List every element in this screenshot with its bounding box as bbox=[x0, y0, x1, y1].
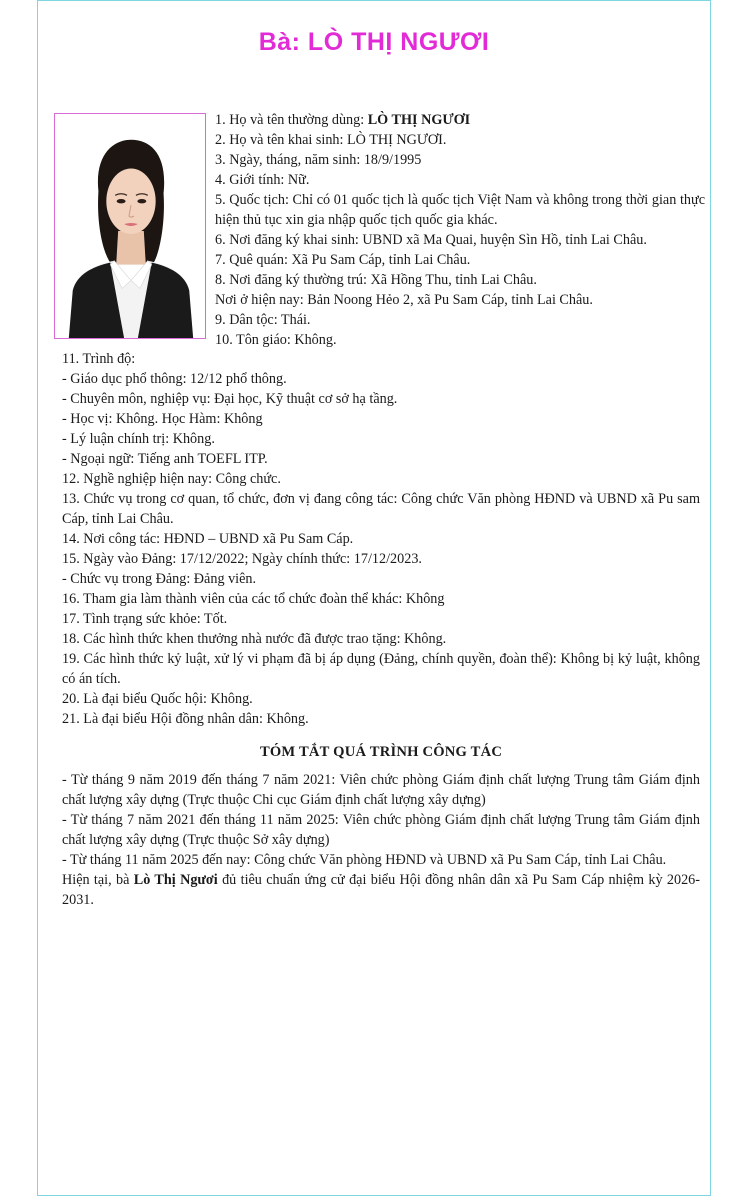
work-summary-item-1: - Từ tháng 9 năm 2019 đến tháng 7 năm 2021: Viên chức phòng Giám định chất lượng Trung tâm Giám định chất lượng xây dựng (Trực thuộc Chi cục Giám định chất lượng xây dựng) bbox=[62, 772, 700, 808]
work-summary-heading: TÓM TẮT QUÁ TRÌNH CÔNG TÁC bbox=[259, 744, 503, 760]
info-line-8b: Nơi ở hiện nay: Bản Noong Hẻo 2, xã Pu Sam Cáp, tỉnh Lai Châu. bbox=[215, 292, 593, 308]
detail-13: 13. Chức vụ trong cơ quan, tổ chức, đơn vị đang công tác: Công chức Văn phòng HĐND và UBND xã Pu sam Cáp, tỉnh Lai Châu. bbox=[62, 491, 700, 527]
personal-info bbox=[215, 110, 705, 350]
info-line-7: 7. Quê quán: Xã Pu Sam Cáp, tỉnh Lai Châu. bbox=[215, 252, 471, 268]
detail-20: 20. Là đại biểu Quốc hội: Không. bbox=[62, 691, 253, 707]
detail-11e: - Ngoại ngữ: Tiếng anh TOEFL ITP. bbox=[62, 451, 268, 467]
detail-19: 19. Các hình thức kỷ luật, xử lý vi phạm đã bị áp dụng (Đảng, chính quyền, đoàn thể): Không bị kỷ luật, không có án tích. bbox=[62, 651, 700, 687]
detail-11a: - Giáo dục phổ thông: 12/12 phổ thông. bbox=[62, 371, 287, 387]
info-line-1-name: LÒ THỊ NGƯƠI bbox=[367, 112, 471, 128]
conclusion-suffix: đủ tiêu chuẩn ứng cử đại biểu Hội đồng nhân dân xã Pu Sam Cáp nhiệm kỳ 2026-2031. bbox=[62, 872, 700, 908]
info-line-1-label: 1. Họ và tên thường dùng: bbox=[215, 112, 368, 128]
detail-16: 16. Tham gia làm thành viên của các tổ chức đoàn thể khác: Không bbox=[62, 591, 445, 607]
info-line-5: 5. Quốc tịch: Chỉ có 01 quốc tịch là quốc tịch Việt Nam và không trong thời gian thực hiện thủ tục xin gia nhập quốc tịch quốc gia khác. bbox=[215, 192, 705, 228]
details-section bbox=[62, 349, 700, 910]
detail-21: 21. Là đại biểu Hội đồng nhân dân: Không. bbox=[62, 711, 309, 727]
conclusion-name: Lò Thị Ngươi bbox=[133, 872, 218, 888]
info-line-2: 2. Họ và tên khai sinh: LÒ THỊ NGƯƠI. bbox=[215, 132, 447, 148]
info-line-10: 10. Tôn giáo: Không. bbox=[215, 332, 337, 348]
conclusion-prefix: Hiện tại, bà bbox=[62, 872, 134, 888]
info-line-1 bbox=[215, 110, 705, 130]
detail-18: 18. Các hình thức khen thưởng nhà nước đã được trao tặng: Không. bbox=[62, 631, 447, 647]
info-line-3: 3. Ngày, tháng, năm sinh: 18/9/1995 bbox=[215, 152, 422, 168]
info-line-9: 9. Dân tộc: Thái. bbox=[215, 312, 311, 328]
work-summary-item-3: - Từ tháng 11 năm 2025 đến nay: Công chức Văn phòng HĐND và UBND xã Pu Sam Cáp, tỉnh Lai Châu. bbox=[62, 852, 667, 868]
detail-11: 11. Trình độ: bbox=[62, 351, 136, 367]
info-line-4: 4. Giới tính: Nữ. bbox=[215, 172, 310, 188]
candidate-conclusion bbox=[62, 870, 700, 910]
detail-11b: - Chuyên môn, nghiệp vụ: Đại học, Kỹ thuật cơ sở hạ tầng. bbox=[62, 391, 398, 407]
portrait-photo bbox=[54, 113, 206, 339]
info-line-6: 6. Nơi đăng ký khai sinh: UBND xã Ma Quai, huyện Sìn Hồ, tỉnh Lai Châu. bbox=[215, 232, 647, 248]
detail-14: 14. Nơi công tác: HĐND – UBND xã Pu Sam Cáp. bbox=[62, 531, 354, 547]
detail-15b: - Chức vụ trong Đảng: Đảng viên. bbox=[62, 571, 257, 587]
detail-15: 15. Ngày vào Đảng: 17/12/2022; Ngày chính thức: 17/12/2023. bbox=[62, 551, 422, 567]
detail-11c: - Học vị: Không. Học Hàm: Không bbox=[62, 411, 263, 427]
detail-17: 17. Tình trạng sức khỏe: Tốt. bbox=[62, 611, 228, 627]
info-line-8: 8. Nơi đăng ký thường trú: Xã Hồng Thu, tỉnh Lai Châu. bbox=[215, 272, 537, 288]
portrait-image bbox=[55, 114, 205, 338]
work-summary-item-2: - Từ tháng 7 năm 2021 đến tháng 11 năm 2025: Viên chức phòng Giám định chất lượng Trung tâm Giám định chất lượng xây dựng (Trực thuộc Sở xây dựng) bbox=[62, 812, 700, 848]
page-title: Bà: LÒ THỊ NGƯƠI bbox=[258, 28, 490, 56]
detail-11d: - Lý luận chính trị: Không. bbox=[62, 431, 215, 447]
detail-12: 12. Nghề nghiệp hiện nay: Công chức. bbox=[62, 471, 281, 487]
